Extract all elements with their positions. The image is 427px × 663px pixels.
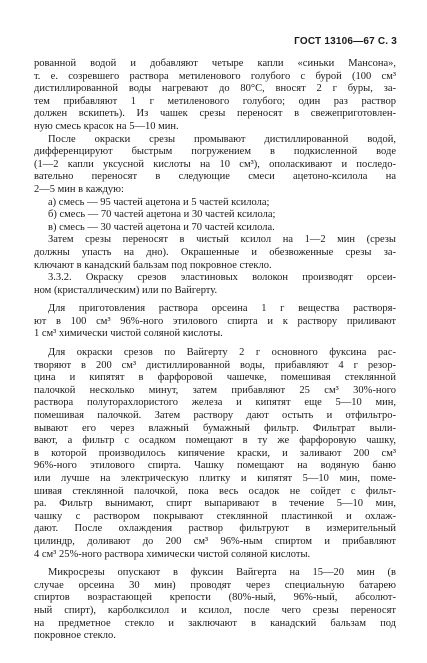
text-line: ключают в канадский бальзам под покровное стекло. [34,259,272,271]
text-line: 96%-ного этилового спирта. Чашку помещают на водяную баню [34,460,396,472]
text-line: ный спирт), карболксилол и ксилол, после чего срезы переносят [34,604,396,616]
text-line: шивая стеклянной палочкой, пока весь осадок не сойдет с фильт- [34,485,396,497]
text-line: вают, а фильтр с осадком помещают в ту же фарфоровую чашку, [34,435,396,447]
text-line: дистиллированной воды нагревают до 80°С, вносят 2 г буры, за- [34,83,396,95]
text-line: раствора полуторахлористого железа и кипятят еще 5—10 мин, [34,397,396,409]
text-line: ют в 100 см³ 96%-ного этилового спирта и к раствору приливают [34,315,396,327]
text-line: 1 см³ химически чистой соляной кислоты. [34,328,223,340]
text-line: ную смесь красок на 5—10 мин. [34,120,179,132]
text-line: 3.3.2. Окраску срезов эластиновых волокон производят орсеи- [48,272,396,284]
text-line: цина и кипятят в фарфоровой чашечке, помешивая стеклянной [34,372,396,384]
text-line: тем прибавляют 1 г метиленового голубого; один раз раствор [34,95,396,107]
text-line: помешивая палочкой. Затем раствору дают остыть и отфильтро- [34,410,396,422]
text-line: Затем срезы переносят в чистый ксилол на 1—2 мин (срезы [48,234,396,246]
text-line: дают. После охлаждения раствор фильтруют в измерительный [34,523,396,535]
text-line: а) смесь — 95 частей ацетона и 5 частей ксилола; [48,196,270,208]
text-line: на предметное стекло и заключают в канадский бальзам под [34,617,396,629]
text-line: творяют в 200 см³ дистиллированной воды, прибавляют 4 г резор- [34,359,396,371]
text-line: 2—5 мин в каждую: [34,183,124,195]
document-body [34,58,396,643]
text-line: в) смесь — 30 частей ацетона и 70 частей ксилола. [48,221,275,233]
text-line: должен вскипеть). Из чашек срезы переносят в свежеприготовлен- [34,108,396,120]
text-line: (1—2 капли уксусной кислоты на 10 см³), ополаскивают и последо- [34,158,396,170]
text-line: т. е. созревшего раствора метиленового голубого с бурой (100 см³ [34,70,396,82]
text-line: ном (кристаллическим) или по Вайгерту. [34,284,218,296]
text-line: После окраски срезы промывают дистиллированной водой, [48,133,396,145]
text-line: Микросрезы опускают в фуксин Вайгерта на 15—20 мин (в [48,567,396,579]
text-line: ра. Фильтр вынимают, спирт выпаривают в течение 5—10 мин, [34,498,396,510]
text-line: 4 см³ 25%-ного раствора химически чистой соляной кислоты. [34,548,311,560]
text-line: палочкой несколько минут, затем прибавляют 25 см³ 30%-ного [34,384,396,396]
text-line: покровное стекло. [34,630,116,642]
text-line: случае орсеина 30 мин) проводят через специальную батарею [34,579,396,591]
text-line: или лучше на электрическую плитку и кипятят 5—10 мин, поме- [34,473,396,484]
text-line: Для окраски срезов по Вайгерту 2 г основного фуксина рас- [48,347,396,359]
text-line: должны упасть на дно). Окрашенные и обезвоженные срезы за- [34,246,396,258]
text-line: чашку с раствором покрывают стеклянной пластинкой и охлаж- [34,510,396,522]
text-line: цилиндр, доливают до 200 см³ 96%-ным спиртом и прибавляют [34,535,396,547]
text-line: рованной водой и добавляют четыре капли «синьки Мансона», [34,58,396,69]
text-line: спиртов возрастающей крепости (80%-ный, 96%-ный, абсолют- [34,592,396,604]
text-line: дифференцируют быстрым погружением в подкисленной воде [34,146,396,158]
text-line: вательно переносят в следующие смеси ацетоно-ксилола на [34,171,396,183]
page-header: ГОСТ 13106—67 С. 3 [294,36,397,47]
text-line: б) смесь — 70 частей ацетона и 30 частей ксилола; [48,209,276,221]
text-line: вывают его через влажный бумажный фильтр. Фильтрат выли- [34,422,396,434]
text-line: Для приготовления раствора орсеина 1 г вещества растворя- [48,303,396,315]
text-line: в которой производилось кипячение краски, и заливают 200 см³ [34,447,396,459]
